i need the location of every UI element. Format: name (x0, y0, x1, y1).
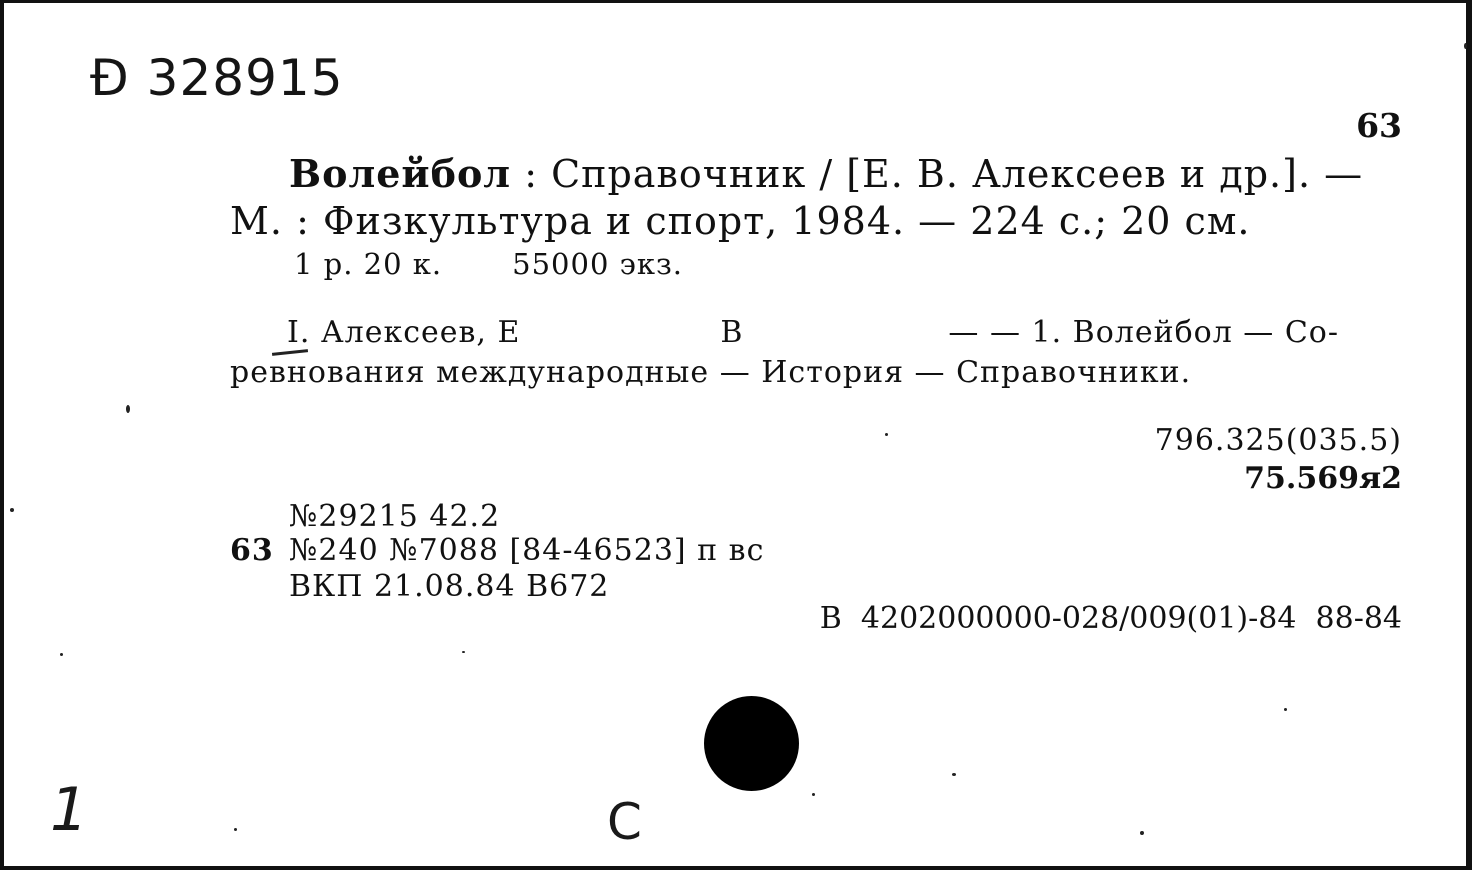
speck (952, 773, 956, 776)
udc-code: 796.325(035.5) (1154, 423, 1402, 458)
title-statement: : Справочник / [Е. В. Алексеев и др.]. — (511, 152, 1364, 196)
speck (1464, 43, 1467, 49)
speck (1140, 831, 1144, 835)
speck (60, 653, 63, 656)
speck (812, 793, 815, 796)
tracings-line-1 (287, 315, 1339, 350)
title-line (289, 151, 1363, 196)
bbk-code: 75.569я2 (1244, 461, 1402, 496)
service-line-3: ВКП 21.08.84 В672 (289, 569, 610, 604)
service-number: 63 (230, 533, 274, 568)
tracings-line-2: ревнования международные — История — Справочники. (230, 355, 1192, 390)
punch-hole (704, 696, 799, 791)
book-title: Волейбол (289, 151, 512, 196)
speck (885, 433, 888, 436)
letter-mark: C (607, 793, 642, 851)
card-number: 63 (1356, 106, 1402, 145)
tracing-subject: — — 1. Волейбол — Со- (948, 315, 1339, 350)
price: 1 р. 20 к. (294, 247, 443, 281)
print-run: 55000 экз. (512, 247, 684, 281)
speck (234, 828, 237, 831)
speck (10, 508, 14, 512)
speck (1284, 708, 1287, 711)
service-codes: №240 №7088 [84-46523] п вс (289, 533, 765, 568)
service-line-2 (230, 533, 764, 568)
speck (462, 651, 465, 653)
tracing-initial: В (720, 315, 744, 350)
stamp-number: Ð 328915 (90, 49, 344, 107)
service-line-1: №29215 42.2 (289, 499, 501, 534)
imprint-line: М. : Физкультура и спорт, 1984. — 224 с.; 20 см. (230, 199, 1251, 243)
handwritten-mark: 1 (50, 775, 89, 845)
speck (126, 405, 130, 413)
isbn-line: В 4202000000-028/009(01)-84 88-84 (819, 601, 1402, 636)
tracing-author: I. Алексеев, Е (287, 315, 521, 350)
price-line (294, 247, 683, 281)
